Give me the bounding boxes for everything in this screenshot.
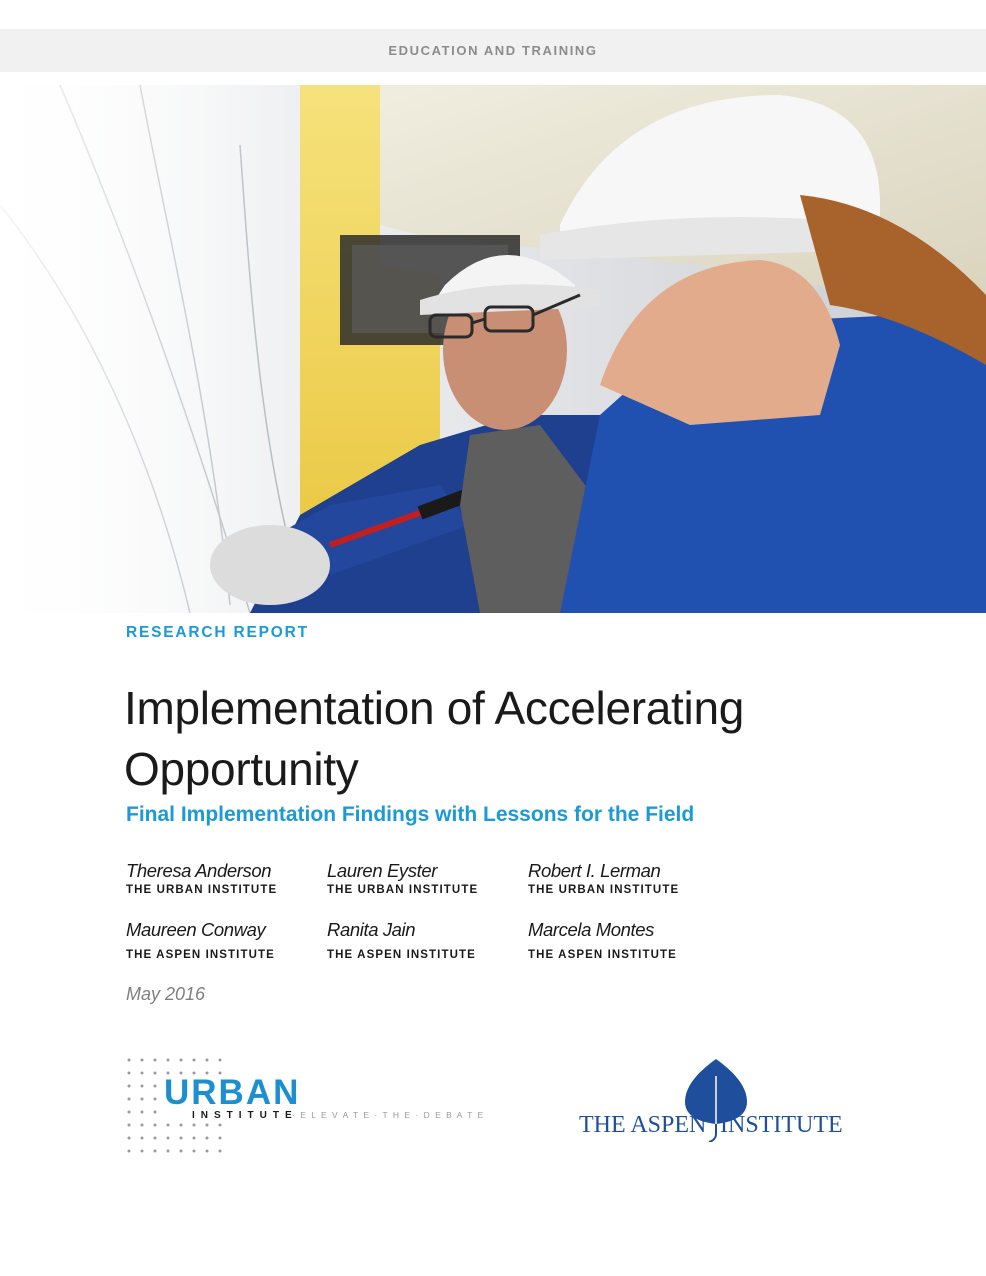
author-org: THE ASPEN INSTITUTE: [528, 949, 677, 961]
author-org: THE URBAN INSTITUTE: [327, 884, 479, 896]
author-name: Marcela Montes: [528, 919, 655, 940]
urban-institute-logo: [126, 1056, 556, 1162]
author-org: THE ASPEN INSTITUTE: [126, 949, 275, 961]
urban-wordmark: URBAN: [164, 1073, 301, 1112]
aspen-wordmark-left: THE ASPEN: [579, 1112, 707, 1138]
author-name: Robert I. Lerman: [528, 860, 661, 881]
publication-date: May 2016: [126, 984, 206, 1004]
cover-photo: [0, 85, 986, 613]
author-block: [327, 859, 527, 897]
author-org: THE URBAN INSTITUTE: [528, 884, 680, 896]
urban-tagline: · E L E V A T E · T H E · D E B A T E: [292, 1110, 485, 1120]
author-block: [528, 918, 728, 962]
title-line-2: Opportunity: [124, 743, 359, 795]
aspen-institute-logo: [575, 1056, 860, 1142]
author-block: [126, 918, 326, 962]
report-subtitle: Final Implementation Findings with Lessons for the Field: [126, 803, 695, 826]
author-block: [528, 859, 728, 897]
author-block: [327, 918, 527, 962]
author-name: Lauren Eyster: [327, 860, 437, 881]
category-bar: [0, 29, 986, 72]
author-name: Maureen Conway: [126, 919, 266, 940]
author-org: THE ASPEN INSTITUTE: [327, 949, 476, 961]
category-label: EDUCATION AND TRAINING: [388, 43, 598, 58]
author-name: Theresa Anderson: [126, 860, 272, 881]
report-type-label: RESEARCH REPORT: [126, 624, 309, 641]
author-org: THE URBAN INSTITUTE: [126, 884, 278, 896]
title-line-1: Implementation of Accelerating: [124, 682, 745, 734]
author-block: [126, 859, 326, 897]
urban-subword: INSTITUTE: [192, 1110, 298, 1121]
author-name: Ranita Jain: [327, 919, 416, 940]
aspen-wordmark-right: INSTITUTE: [720, 1112, 843, 1138]
report-title: [124, 678, 884, 800]
